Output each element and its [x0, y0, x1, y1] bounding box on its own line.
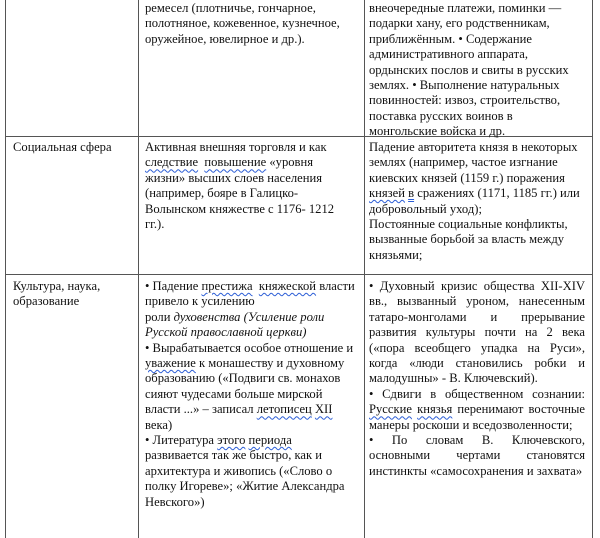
row3-col2-bullet-2: • Вырабатывается особое отношение и уважение к монашеству и духовному образованию («Подвиги св. монахов сияют чудесами больше мирской власти ...» – записал летописец XII века)	[145, 340, 354, 432]
row1-col3-cell	[369, 1, 577, 140]
row1-col3-text: внеочередные платежи, поминки — подарки хану, его родственникам, приближённым. • Содержание административного аппарата, ордынских послов и свиты в русских землях. • Выполнение натуральных повинностей: извоз, строительство, поставка русских воинов в монгольские войска и др.	[369, 1, 569, 139]
culture-label: Культура, наука, образование	[13, 279, 101, 309]
column-divider-1	[138, 0, 139, 538]
row2-col3-text-2: Постоянные социальные конфликты, вызванные борьбой за власть между князьями;	[369, 217, 568, 262]
row3-col2-cell	[145, 279, 357, 510]
grammar-underline: в	[408, 186, 415, 201]
row3-col2-bullet-1: • Падение престижа княжеской власти привело к усилению роли духовенства (Усиление роли Русской православной церкви)	[145, 279, 355, 340]
row2-col3-cell	[369, 140, 585, 263]
table-border-left	[5, 0, 6, 538]
row-divider-2	[5, 274, 593, 275]
table-border-right	[592, 0, 593, 538]
row3-col3-bullet-2: • Сдвиги в общественном сознании: Русские князья перенимают восточные манеры роскоши и вседозволенности;	[369, 386, 585, 432]
row3-col3-cell	[369, 279, 585, 479]
row3-col3-bullet-3: • По словам В. Ключевского, основными чертами становятся инстинкты «самосохранения и захвата»	[369, 433, 585, 478]
row3-col3-bullet-1: • Духовный кризис общества XII-XIV вв., вызванный уроном, нанесенным татаро-монголами и прерывание развития культуры почти на 2 века («пора всеобщего упадка на Руси», когда «люди становились робки и малодушны» - В. Ключевский).	[369, 279, 585, 386]
row2-col2-text: Активная внешняя торговля и как следствие повышение «уровня жизни» высших слоев населения (например, бояре в Галицко-Волынском княжестве с 1176- 1212 гг.).	[145, 140, 335, 232]
spellcheck-underline: повышение	[204, 155, 267, 170]
spellcheck-underline: князей	[369, 186, 405, 201]
row2-col2-cell	[145, 140, 355, 232]
row1-col2-text: ремесел (плотничье, гончарное, полотняное, кожевенное, кузнечное, оружейное, ювелирное и др.).	[145, 1, 340, 46]
row2-label-cell	[13, 140, 133, 155]
column-divider-2	[364, 0, 365, 538]
row3-label-cell	[13, 279, 133, 310]
row3-col2-bullet-3: • Литература этого периода развивается так же быстро, как и архитектура и живопись («Слово о полку Игореве»; «Житие Александра Невского»)	[145, 433, 345, 509]
spellcheck-underline: следствие	[145, 155, 199, 170]
row2-col3-text-1: Падение авторитета князя в некоторых землях (например, частое изгнание киевских князей (1159 г.) поражения князей в сражениях (1171, 1185 гг.) или добровольный уход);	[369, 140, 580, 216]
history-table	[5, 0, 593, 538]
row1-col2-cell	[145, 1, 341, 47]
social-sphere-label: Социальная сфера	[13, 140, 112, 154]
